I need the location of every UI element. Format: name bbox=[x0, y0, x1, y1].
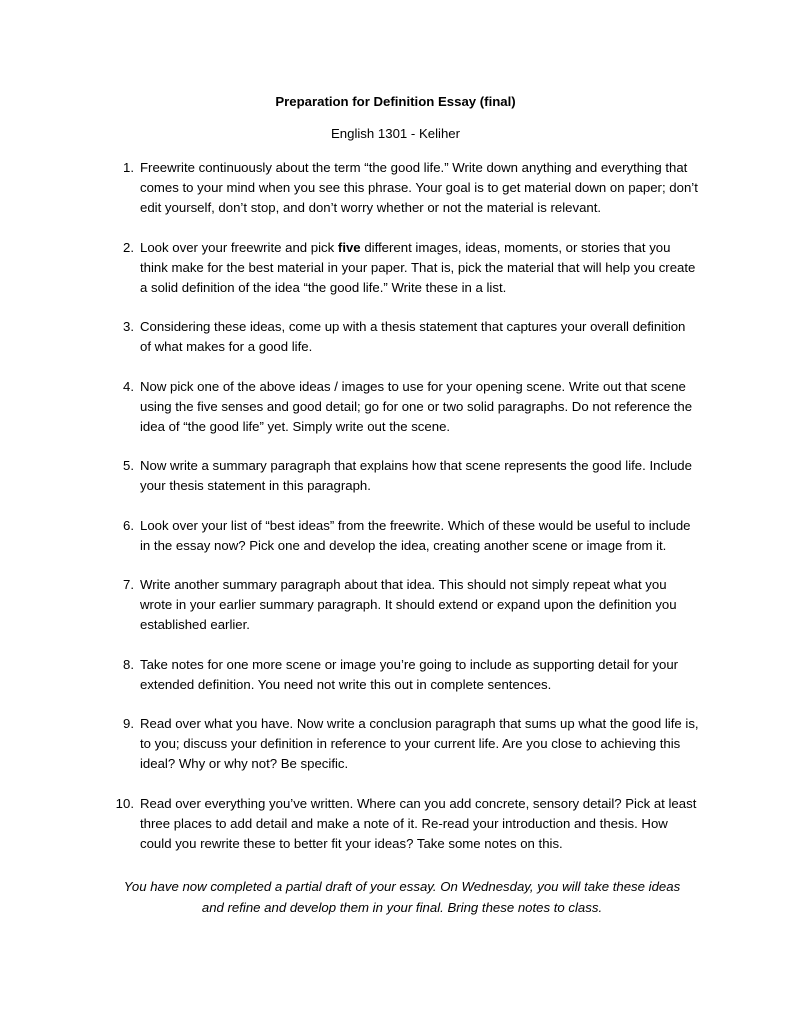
item-text-before: Look over your freewrite and pick bbox=[140, 239, 338, 255]
item-number: 7. bbox=[123, 577, 134, 592]
item-text: Now pick one of the above ideas / images to use for your opening scene. Write out that scene using the five senses and good detail; go for one or two solid paragraphs. Do not reference the idea of “the good life” yet. Simply write out the scene. bbox=[140, 378, 693, 434]
item-number: 9. bbox=[123, 716, 134, 731]
item-text: Read over everything you’ve written. Where can you add concrete, sensory detail? Pick at least three places to add detail and make a note of it. Re-read your introduction and thesis. How could you rewrite these to better fit your ideas? Take some notes on this. bbox=[140, 795, 697, 851]
item-text-after: different images, ideas, moments, or stories that you think make for the best material in your paper. That is, pick the material that will help you create a solid definition of the idea “the good life.” Write these in a list. bbox=[140, 239, 696, 295]
list-item bbox=[0, 794, 791, 854]
closing-note: You have now completed a partial draft of your essay. On Wednesday, you will take these ideas and refine and develop them in your final. Bring these notes to class. bbox=[123, 879, 681, 915]
document-subtitle: English 1301 - Keliher bbox=[330, 126, 461, 141]
document-title: Preparation for Definition Essay (final) bbox=[275, 94, 516, 109]
list-item bbox=[0, 158, 791, 218]
item-number: 4. bbox=[123, 378, 134, 394]
item-text: Considering these ideas, come up with a thesis statement that captures your overall definition of what makes for a good life. bbox=[140, 319, 686, 354]
item-number: 2. bbox=[123, 239, 134, 255]
item-text: Read over what you have. Now write a conclusion paragraph that sums up what the good life is, to you; discuss your definition in reference to your current life. Are you close to achieving this ideal? Why or why not? Be specific. bbox=[140, 716, 699, 771]
item-text: Now write a summary paragraph that explains how that scene represents the good life. Include your thesis statement in this paragraph. bbox=[140, 458, 692, 493]
item-text: Take notes for one more scene or image you’re going to include as supporting detail for your extended definition. You need not write this out in complete sentences. bbox=[140, 656, 679, 692]
item-text-bold: five bbox=[337, 239, 361, 255]
list-item bbox=[0, 714, 791, 774]
list-item bbox=[0, 238, 791, 298]
item-number: 1. bbox=[123, 160, 134, 175]
list-item bbox=[0, 317, 791, 357]
list-item bbox=[0, 456, 791, 496]
item-text: Freewrite continuously about the term “the good life.” Write down anything and everything that comes to your mind when you see this phrase. Your goal is to get material down on paper; don’t edit yourself, don’t stop, and don’t worry whether or not the material is relevant. bbox=[140, 160, 698, 215]
instruction-list bbox=[0, 158, 791, 873]
list-item bbox=[0, 655, 791, 695]
item-text bbox=[140, 238, 700, 298]
item-number: 6. bbox=[123, 517, 134, 533]
item-text: Write another summary paragraph about that idea. This should not simply repeat what you wrote in your earlier summary paragraph. It should extend or expand upon the definition you established earlier. bbox=[140, 577, 677, 632]
list-item bbox=[0, 516, 791, 556]
list-item bbox=[0, 377, 791, 437]
item-number: 3. bbox=[123, 319, 134, 334]
item-number: 8. bbox=[123, 656, 134, 672]
list-item bbox=[0, 575, 791, 635]
item-number: 5. bbox=[123, 458, 134, 473]
item-number: 10. bbox=[115, 795, 134, 811]
item-text: Look over your list of “best ideas” from the freewrite. Which of these would be useful to include in the essay now? Pick one and develop the idea, creating another scene or image from it. bbox=[140, 517, 691, 553]
